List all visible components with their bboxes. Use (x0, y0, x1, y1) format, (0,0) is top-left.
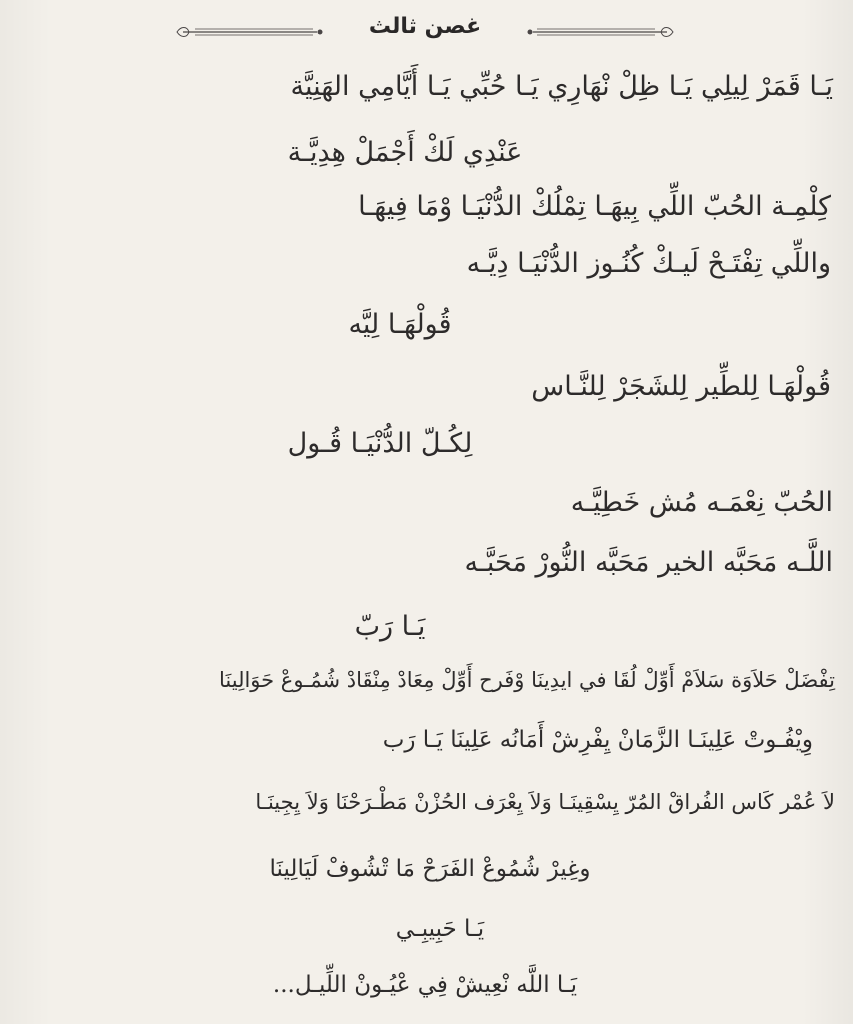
poem-line: تِفْضَلْ حَلاَوَة سَلاَمْ أَوِّلْ لُقَا في ايدِينَا وْفَرح أَوِّلْ مِعَادْ مِنْقَادْ شُمُـوعْ حَوَالِينَا (219, 668, 835, 692)
poem-line: كِلْمِـة الحُبّ اللِّي بِيهَـا تِمْلُكْ الدُّنْيَـا وْمَا فِيهَـا (358, 191, 831, 222)
poem-line: قُولْهَـا لِلطِّير لِلشَجَرْ لِلنَّـاس (531, 371, 831, 402)
poem-line: اللَّـه مَحَبَّه الخير مَحَبَّه النُّورْ مَحَبَّـه (464, 547, 833, 578)
poem-line: عَنْدِي لَكْ أَجْمَلْ هِدِيَّـة (287, 137, 523, 168)
section-header (175, 8, 675, 44)
poem-line: واللِّي تِفْتَـحْ لَيـكْ كُنُـوز الدُّنْيَـا دِيَّـه (466, 248, 831, 279)
right-ornament-icon (525, 25, 675, 39)
poem-line: يَـا قَمَرْ لِيلِي يَـا ظِلْ نْهَارِي يَـا حُبِّي يَـا أَيَّامِي الهَنِيَّة (290, 71, 833, 102)
poem-line: لاَ عُمْر كَاس الفُراقْ المُرّ يِسْقِينَـا وَلاَ يِعْرَف الحُزْنْ مَطْـرَحْنَا وَلاَ يِجِينَـا (255, 790, 835, 814)
poem-line: الحُبّ نِعْمَـه مُش خَطِيَّـه (570, 487, 833, 518)
left-ornament-icon (175, 25, 325, 39)
poem-line: يَـا اللَّه نْعِيشْ فِي عْيُـونْ اللِّيـل... (272, 972, 578, 998)
poem-line: لِكُـلّ الدُّنْيَـا قُـول (287, 428, 473, 459)
poem-line: وِيْفُـوتْ عَلِينَـا الزَّمَانْ يِفْرِشْ أَمَانُه عَلِينَا يَـا رَب (382, 727, 813, 753)
poem-line: يَـا رَبّ (354, 611, 426, 642)
poem-line: قُولْهَـا لِيَّه (348, 309, 452, 340)
section-title: غصن ثالث (368, 13, 482, 39)
poem-line: يَـا حَبِيبِـي (395, 916, 485, 942)
poem-line: وغِيرْ شُمُوعْ الفَرَحْ مَا تْشُوفْ لَيَالِينَا (269, 856, 591, 882)
